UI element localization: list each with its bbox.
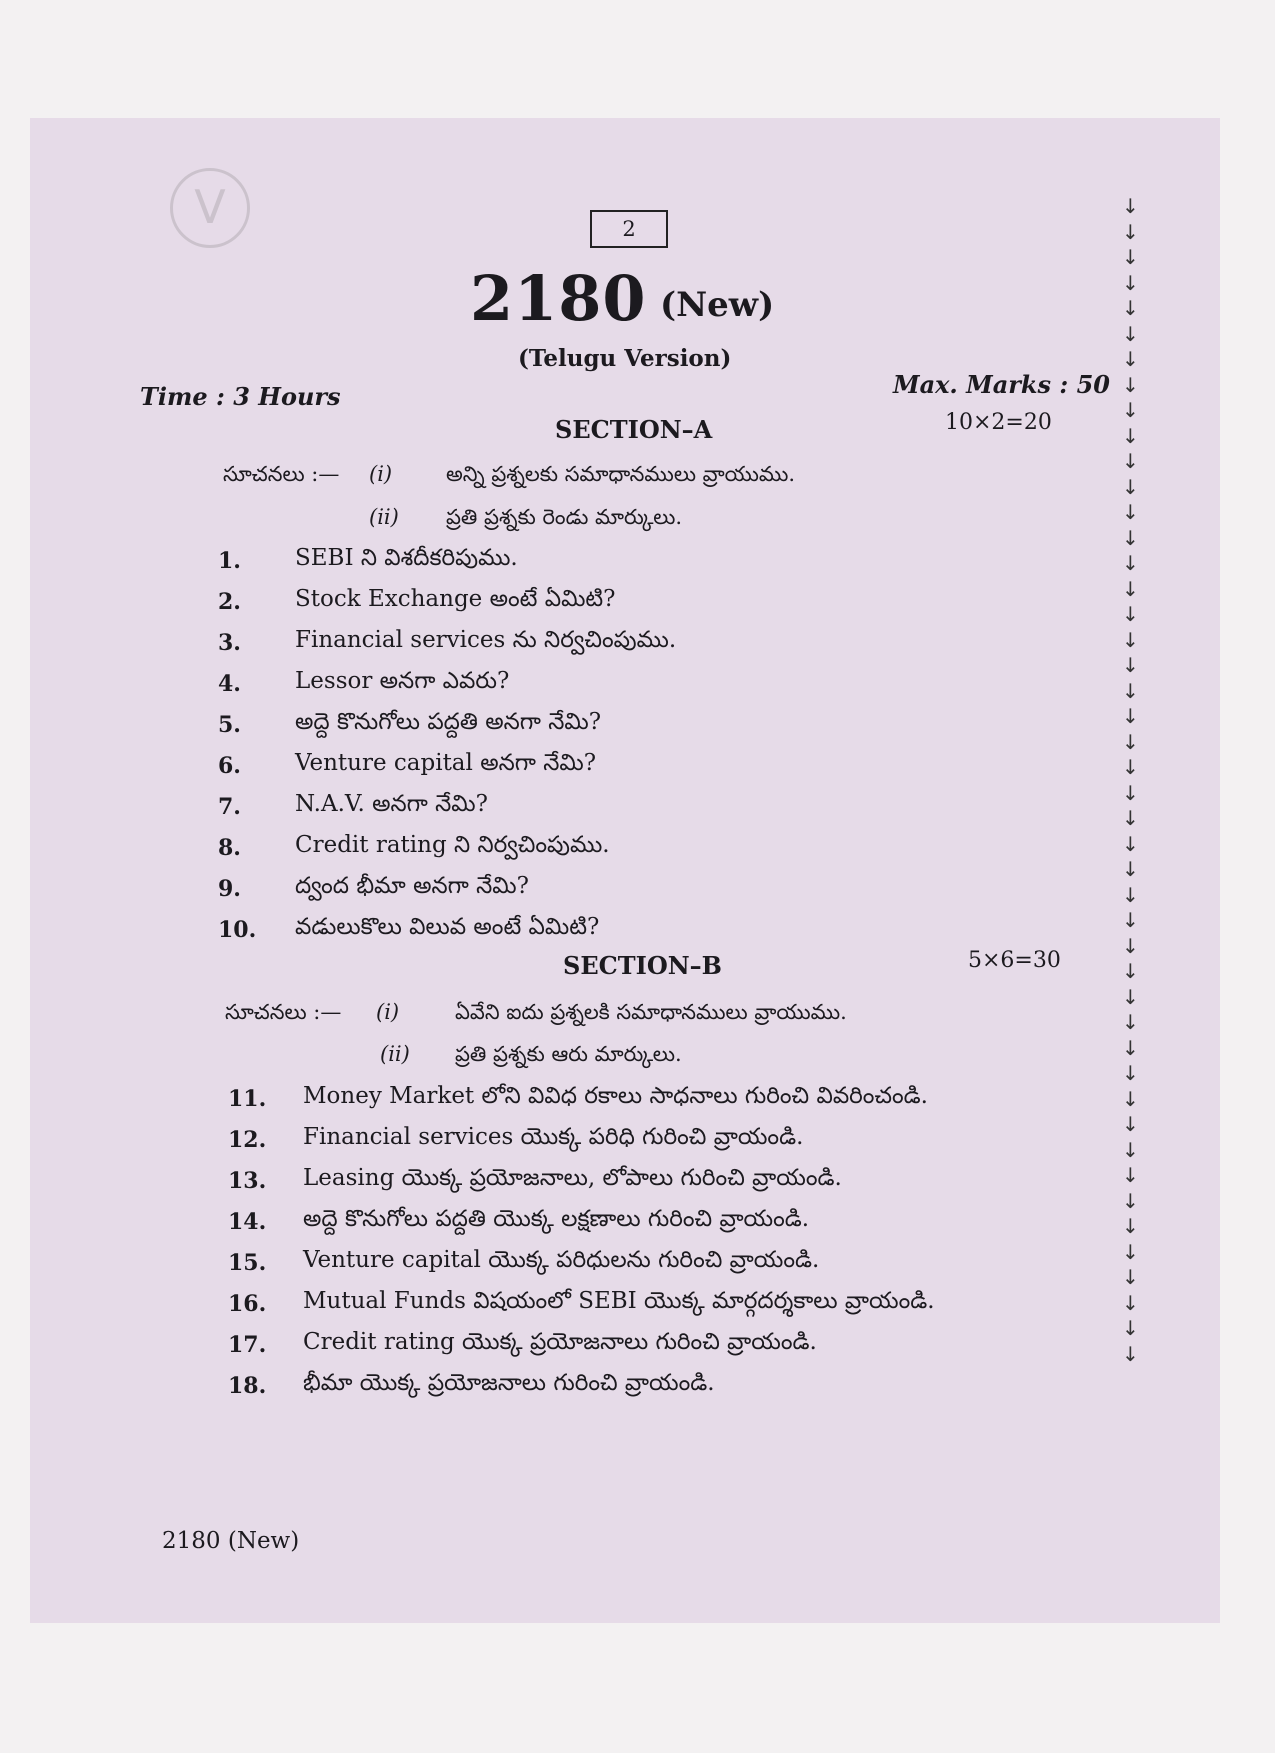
question-text: Financial services యొక్క పరిధి గురించి వ్రాయండి. [303, 1124, 804, 1150]
section-a-note-label: సూచనలు :— [223, 462, 340, 486]
question-text: భీమా యొక్క ప్రయోజనాలు గురించి వ్రాయండి. [303, 1370, 715, 1396]
question-text: ద్వంద భీమా అనగా నేమి? [295, 873, 529, 899]
section-b-note-text: ఏవేని ఐదు ప్రశ్నలకి సమాధానములు వ్రాయుము. [455, 1000, 847, 1024]
question-text: Credit rating యొక్క ప్రయోజనాలు గురించి వ్రాయండి. [303, 1329, 817, 1355]
question-text: అద్దె కొనుగోలు పద్దతి అనగా నేమి? [295, 709, 602, 735]
paper-tag: (New) [660, 285, 775, 325]
section-b-note-num: (ii) [380, 1042, 410, 1066]
question-number: 15. [228, 1250, 267, 1276]
section-b-marks: 5×6=30 [968, 948, 1061, 973]
question-number: 6. [218, 753, 241, 779]
section-a-note-text: అన్ని ప్రశ్నలకు సమాధానములు వ్రాయుము. [446, 462, 796, 486]
question-number: 12. [228, 1127, 267, 1153]
question-number: 10. [218, 917, 257, 943]
exam-time: Time : 3 Hours [140, 382, 341, 411]
question-text: Stock Exchange అంటే ఏమిటి? [295, 586, 616, 612]
question-number: 18. [228, 1373, 267, 1399]
paper-version: (Telugu Version) [518, 345, 732, 372]
question-number: 13. [228, 1168, 267, 1194]
section-a-title: SECTION–A [555, 415, 713, 444]
question-number: 7. [218, 794, 241, 820]
question-text: Money Market లోని వివిధ రకాలు సాధనాలు గురించి వివరించండి. [303, 1083, 928, 1109]
section-a-note-num: (i) [369, 462, 393, 486]
max-marks: Max. Marks : 50 [893, 370, 1111, 399]
question-text: Mutual Funds విషయంలో SEBI యొక్క మార్గదర్శకాలు వ్రాయండి. [303, 1288, 935, 1314]
question-number: 11. [228, 1086, 267, 1112]
question-number: 9. [218, 876, 241, 902]
question-text: Credit rating ని నిర్వచింపుము. [295, 832, 610, 858]
question-number: 8. [218, 835, 241, 861]
paper-code: 2180 [470, 262, 647, 335]
section-b-note-num: (i) [376, 1000, 400, 1024]
section-a-marks: 10×2=20 [945, 410, 1052, 435]
section-b-title: SECTION–B [563, 951, 722, 980]
section-b-note-label: సూచనలు :— [225, 1000, 342, 1024]
question-number: 5. [218, 712, 241, 738]
question-number: 14. [228, 1209, 267, 1235]
question-number: 1. [218, 548, 241, 574]
margin-arrows: ↓ ↓ ↓ ↓ ↓ ↓ ↓ ↓ ↓ ↓ ↓ ↓ ↓ ↓ ↓ ↓ ↓ ↓ ↓ ↓ ↓ ↓ ↓ ↓ ↓ ↓ ↓ ↓ ↓ ↓ ↓ ↓ ↓ ↓ ↓ ↓ ↓ ↓ ↓ ↓ ↓ ↓ ↓ ↓ ↓ ↓ [1122, 194, 1139, 1366]
page-number: 2 [590, 210, 668, 248]
section-a-note-num: (ii) [369, 505, 399, 529]
watermark-seal: V [170, 168, 250, 248]
question-text: SEBI ని విశదీకరిపుము. [295, 545, 518, 571]
question-number: 4. [218, 671, 241, 697]
question-number: 2. [218, 589, 241, 615]
question-text: Lessor అనగా ఎవరు? [295, 668, 510, 694]
question-number: 16. [228, 1291, 267, 1317]
question-text: Leasing యొక్క ప్రయోజనాలు, లోపాలు గురించి వ్రాయండి. [303, 1165, 842, 1191]
question-text: అద్దె కొనుగోలు పద్దతి యొక్క లక్షణాలు గురించి వ్రాయండి. [303, 1206, 810, 1232]
question-text: Venture capital యొక్క పరిధులను గురించి వ్రాయండి. [303, 1247, 820, 1273]
question-text: Venture capital అనగా నేమి? [295, 750, 597, 776]
question-number: 17. [228, 1332, 267, 1358]
question-number: 3. [218, 630, 241, 656]
section-a-note-text: ప్రతి ప్రశ్నకు రెండు మార్కులు. [446, 505, 683, 529]
question-text: వడులుకొలు విలువ అంటే ఏమిటి? [295, 914, 600, 940]
question-text: Financial services ను నిర్వచింపుము. [295, 627, 677, 653]
section-b-note-text: ప్రతి ప్రశ్నకు ఆరు మార్కులు. [455, 1042, 682, 1066]
question-text: N.A.V. అనగా నేమి? [295, 791, 488, 817]
footer-code: 2180 (New) [162, 1528, 300, 1554]
